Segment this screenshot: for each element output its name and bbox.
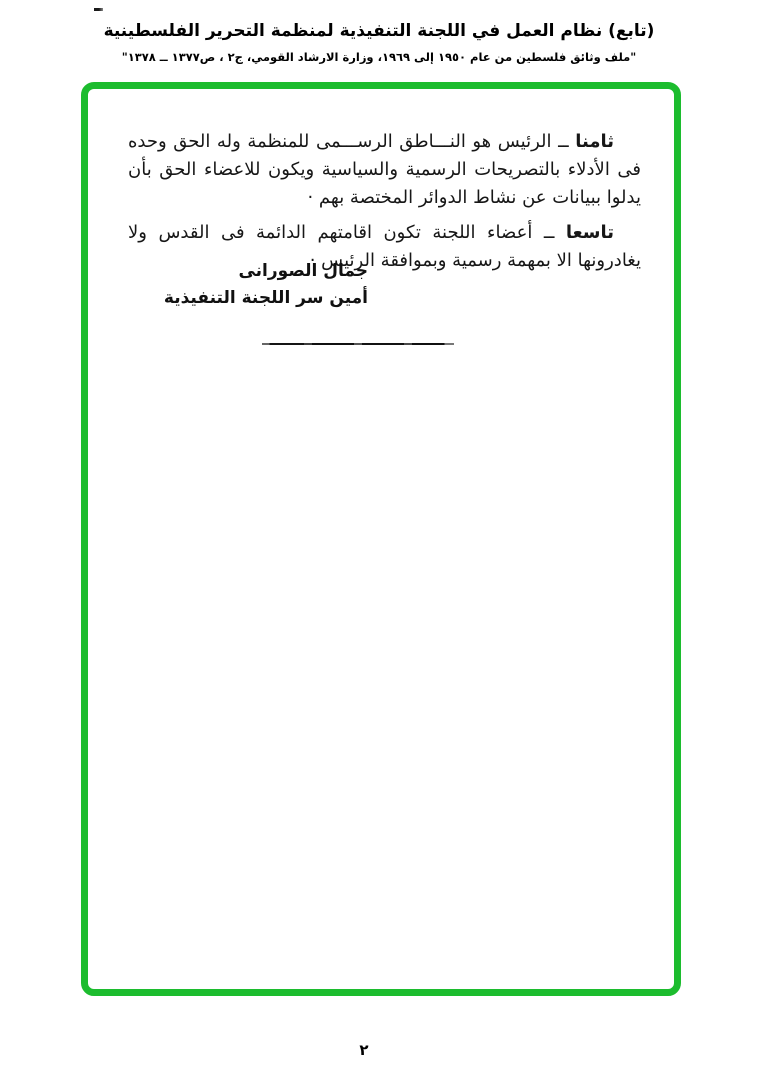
paragraph-ninth-lead: تاسعا — [565, 222, 614, 243]
signature-name: جمال الصورانى — [238, 261, 368, 281]
paragraph-eighth-text: ــ الرئيس هو النـــاطق الرســـمى للمنظمة وله الحق وحده فى الأدلاء بالتصريحات الرسمية والسياسية ويكون للاعضاء الحق بأن يدلوا ببيانات عن نشاط الدوائر المختصة بهم · — [128, 131, 641, 208]
scan-artifact-mark — [94, 8, 103, 11]
document-frame — [81, 82, 681, 996]
document-source-citation: "ملف وثائق فلسطين من عام ١٩٥٠ إلى ١٩٦٩، وزارة الارشاد القومي، ج٢ ، ص١٣٧٧ ــ ١٣٧٨" — [121, 50, 637, 64]
document-title: (تابع) نظام العمل في اللجنة التنفيذية لمنظمة التحرير الفلسطينية — [103, 21, 655, 41]
horizontal-rule — [262, 343, 454, 345]
paragraph-eighth-lead: ثامنا — [575, 131, 614, 152]
signature-title: أمين سر اللجنة التنفيذية — [163, 288, 368, 308]
paragraph-eighth — [128, 128, 641, 212]
paragraph-ninth-text: ــ أعضاء اللجنة تكون اقامتهم الدائمة فى القدس ولا يغادرونها الا بمهمة رسمية وبموافقة الرئيس · — [128, 222, 641, 271]
signature-block — [164, 258, 368, 312]
page-number: ٢ — [359, 1041, 369, 1059]
document-body-text — [88, 89, 674, 275]
document-header — [0, 19, 758, 65]
